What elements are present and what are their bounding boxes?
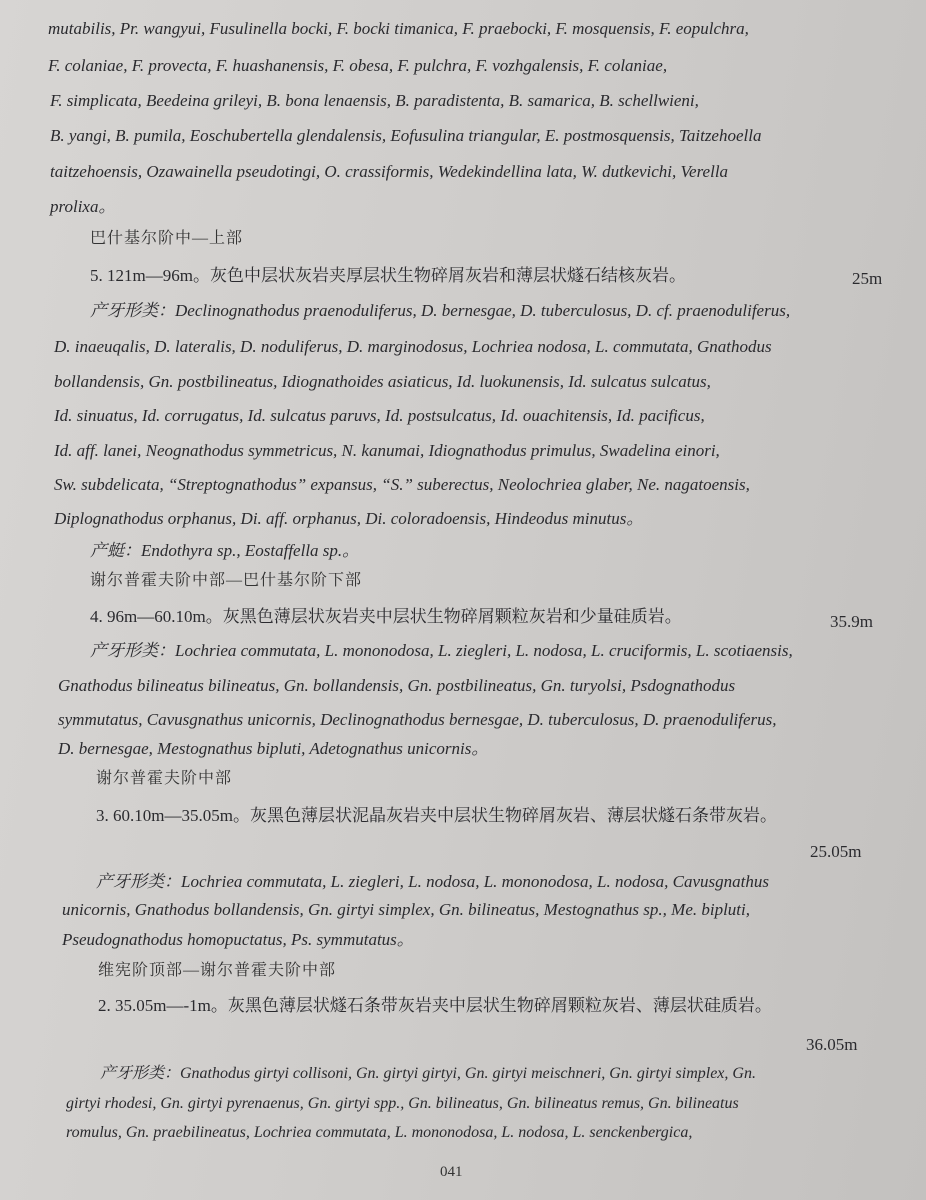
text-line: F. colaniae, F. provecta, F. huashanensis, F. obesa, F. pulchra, F. vozhgalensis, F. colaniae, — [48, 56, 668, 75]
fossil-list-line: 产牙形类：Lochriea commutata, L. ziegleri, L. nodosa, L. mononodosa, L. nodosa, Cavusgnathus — [96, 872, 769, 891]
fossil-list-line: Gnathodus bilineatus bilineatus, Gn. bollandensis, Gn. postbilineatus, Gn. turyolsi, Psdognathodus — [58, 676, 736, 695]
fossil-list-line: Id. sinuatus, Id. corrugatus, Id. sulcatus paruvs, Id. postsulcatus, Id. ouachitensis, Id. pacificus, — [54, 406, 705, 425]
fossil-list-line: Sw. subdelicata, “Streptognathodus” expansus, “S.” suberectus, Neolochriea glaber, Ne. nagatoensis, — [54, 475, 750, 494]
bed-description: 3. 60.10m—35.05m。灰黑色薄层状泥晶灰岩夹中层状生物碎屑灰岩、薄层状燧石条带灰岩。 — [96, 806, 777, 825]
text-line: F. simplicata, Beedeina grileyi, B. bona lenaensis, B. paradistenta, B. samarica, B. schellwieni, — [50, 91, 699, 110]
text-line: mutabilis, Pr. wangyui, Fusulinella bocki, F. bocki timanica, F. praebocki, F. mosquensis, F. eopulchra, — [48, 19, 749, 38]
bed-thickness: 25.05m — [810, 842, 862, 861]
bed-thickness: 36.05m — [806, 1035, 858, 1054]
fossil-list-line: Pseudognathodus homopuctatus, Ps. symmutatus。 — [62, 930, 414, 949]
fossil-list-line: 产牙形类：Lochriea commutata, L. mononodosa, L. ziegleri, L. nodosa, L. cruciformis, L. scotiaensis, — [90, 641, 793, 660]
bed-description: 5. 121m—96m。灰色中层状灰岩夹厚层状生物碎屑灰岩和薄层状燧石结核灰岩。 — [90, 266, 686, 285]
text-line: prolixa。 — [50, 197, 116, 216]
page-number: 041 — [440, 1164, 463, 1180]
fossil-list-line: romulus, Gn. praebilineatus, Lochriea commutata, L. mononodosa, L. nodosa, L. senckenbergica, — [66, 1124, 693, 1141]
section-heading: 巴什基尔阶中—上部 — [90, 230, 244, 247]
bed-description: 4. 96m—60.10m。灰黑色薄层状灰岩夹中层状生物碎屑颗粒灰岩和少量硅质岩。 — [90, 607, 682, 626]
text-line: B. yangi, B. pumila, Eoschubertella glendalensis, Eofusulina triangular, E. postmosquensis, Taitzehoella — [50, 126, 762, 145]
fossil-list-line: bollandensis, Gn. postbilineatus, Idiognathoides asiaticus, Id. luokunensis, Id. sulcatus sulcatus, — [54, 372, 711, 391]
fossil-list-line: D. bernesgae, Mestognathus bipluti, Adetognathus unicornis。 — [58, 739, 489, 758]
fossil-list-line: Id. aff. lanei, Neognathodus symmetricus, N. kanumai, Idiognathodus primulus, Swadelina einori, — [54, 441, 720, 460]
fossil-list-line: Diplognathodus orphanus, Di. aff. orphanus, Di. coloradoensis, Hindeodus minutus。 — [54, 509, 644, 528]
fossil-list-line: 产蜓：Endothyra sp., Eostaffella sp.。 — [90, 541, 360, 560]
bed-thickness: 35.9m — [830, 612, 873, 631]
bed-thickness: 25m — [852, 269, 883, 288]
section-heading: 谢尔普霍夫阶中部 — [96, 770, 233, 787]
fossil-list-line: symmutatus, Cavusgnathus unicornis, Declinognathodus bernesgae, D. tuberculosus, D. praenoduliferus, — [58, 710, 777, 729]
section-heading: 谢尔普霍夫阶中部—巴什基尔阶下部 — [90, 572, 363, 589]
text-line: taitzehoensis, Ozawainella pseudotingi, O. crassiformis, Wedekindellina lata, W. dutkevichi, Verella — [50, 162, 729, 181]
section-heading: 维宪阶顶部—谢尔普霍夫阶中部 — [98, 962, 337, 979]
fossil-list-line: 产牙形类：Gnathodus girtyi collisoni, Gn. girtyi girtyi, Gn. girtyi meischneri, Gn. girtyi simplex, Gn. — [100, 1065, 756, 1082]
bed-description: 2. 35.05m—-1m。灰黑色薄层状燧石条带灰岩夹中层状生物碎屑颗粒灰岩、薄层状硅质岩。 — [98, 996, 772, 1015]
fossil-list-line: 产牙形类：Declinognathodus praenoduliferus, D. bernesgae, D. tuberculosus, D. cf. praenoduliferus, — [90, 301, 791, 320]
fossil-list-line: girtyi rhodesi, Gn. girtyi pyrenaenus, Gn. girtyi spp., Gn. bilineatus, Gn. bilineatus remus, Gn. bilineatus — [66, 1095, 739, 1112]
fossil-list-line: unicornis, Gnathodus bollandensis, Gn. girtyi simplex, Gn. bilineatus, Mestognathus sp., Me. bipluti, — [62, 900, 751, 919]
fossil-list-line: D. inaeuqalis, D. lateralis, D. noduliferus, D. marginodosus, Lochriea nodosa, L. commutata, Gnathodus — [54, 337, 772, 356]
